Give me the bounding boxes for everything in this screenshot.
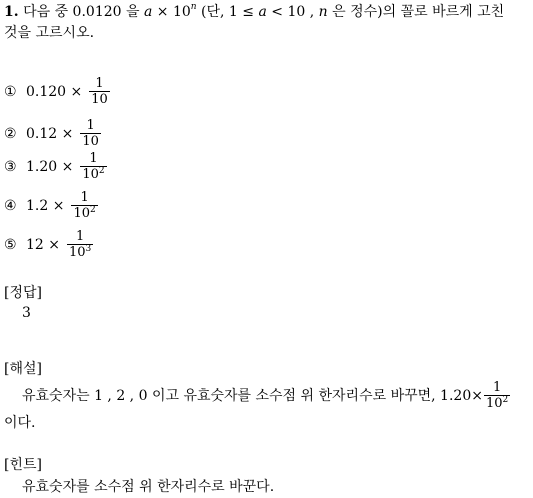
explanation-line bbox=[22, 380, 511, 411]
explanation-tail: 이다. bbox=[4, 415, 36, 431]
fraction-numerator: 1 bbox=[80, 151, 106, 167]
choice-coef: 1.2 × bbox=[26, 197, 65, 214]
choice-coef: 0.12 × bbox=[26, 125, 74, 142]
den-base: 10 bbox=[82, 134, 99, 149]
choice-coef: 12 × bbox=[26, 236, 60, 253]
explanation-fraction bbox=[484, 380, 510, 411]
den-exp: 2 bbox=[502, 395, 509, 405]
choice-fraction bbox=[80, 118, 101, 149]
fraction-denominator bbox=[484, 396, 510, 411]
question-text-after: 은 정수)의 꼴로 바르게 고친 bbox=[332, 4, 505, 20]
choice-fraction bbox=[80, 151, 106, 182]
den-base: 10 bbox=[69, 245, 86, 260]
choice-mark: ③ bbox=[4, 158, 17, 175]
choice-3 bbox=[4, 151, 108, 182]
question-line-2: 것을 고르시오. bbox=[4, 25, 95, 41]
den-base: 10 bbox=[73, 206, 90, 221]
explanation-label: [해설] bbox=[4, 361, 42, 377]
den-exp: 3 bbox=[85, 244, 92, 254]
den-base: 10 bbox=[91, 92, 108, 107]
fraction-numerator: 1 bbox=[89, 76, 110, 92]
choice-coef: 1.20 × bbox=[26, 158, 74, 175]
den-exp: 2 bbox=[98, 166, 105, 176]
fraction-denominator bbox=[89, 92, 110, 107]
question-cond-a: a bbox=[258, 4, 267, 20]
question-cond-mid: < 10 , bbox=[271, 4, 315, 20]
choice-fraction bbox=[89, 76, 110, 107]
choice-4 bbox=[4, 190, 99, 221]
answer-value: 3 bbox=[22, 305, 31, 321]
choice-mark: ④ bbox=[4, 197, 17, 214]
choice-mark: ⑤ bbox=[4, 236, 17, 253]
choice-1 bbox=[4, 76, 111, 107]
fraction-denominator bbox=[71, 206, 97, 221]
question-exp-n: n bbox=[190, 2, 197, 12]
hint-text: 유효숫자를 소수점 위 한자리수로 바꾼다. bbox=[22, 479, 275, 495]
choice-fraction bbox=[67, 229, 93, 260]
question-cond-n: n bbox=[318, 4, 328, 20]
question-number: 1. bbox=[4, 4, 19, 20]
choice-fraction bbox=[71, 190, 97, 221]
fraction-numerator: 1 bbox=[484, 380, 510, 396]
question-expr-a: a bbox=[143, 4, 153, 20]
fraction-denominator bbox=[80, 167, 106, 182]
choice-5 bbox=[4, 229, 94, 260]
fraction-numerator: 1 bbox=[80, 118, 101, 134]
choice-mark: ② bbox=[4, 125, 17, 142]
question-text-before: 다음 중 0.0120 을 bbox=[23, 4, 140, 20]
fraction-denominator bbox=[80, 134, 101, 149]
question-line-1 bbox=[4, 3, 504, 21]
question-times10: × 10 bbox=[156, 4, 191, 20]
den-base: 10 bbox=[82, 167, 99, 182]
choice-2 bbox=[4, 118, 102, 149]
choice-mark: ① bbox=[4, 83, 17, 100]
question-cond-open: (단, 1 ≤ bbox=[201, 4, 255, 20]
answer-label: [정답] bbox=[4, 285, 42, 301]
fraction-numerator: 1 bbox=[67, 229, 93, 245]
hint-label: [힌트] bbox=[4, 457, 42, 473]
choice-coef: 0.120 × bbox=[26, 83, 83, 100]
den-exp: 2 bbox=[90, 205, 96, 215]
fraction-numerator: 1 bbox=[71, 190, 97, 206]
den-base: 10 bbox=[485, 396, 503, 411]
explanation-text: 유효숫자는 1 , 2 , 0 이고 유효숫자를 소수점 위 한자리수로 바꾸면, 1.20× bbox=[22, 387, 483, 404]
fraction-denominator bbox=[67, 245, 93, 260]
